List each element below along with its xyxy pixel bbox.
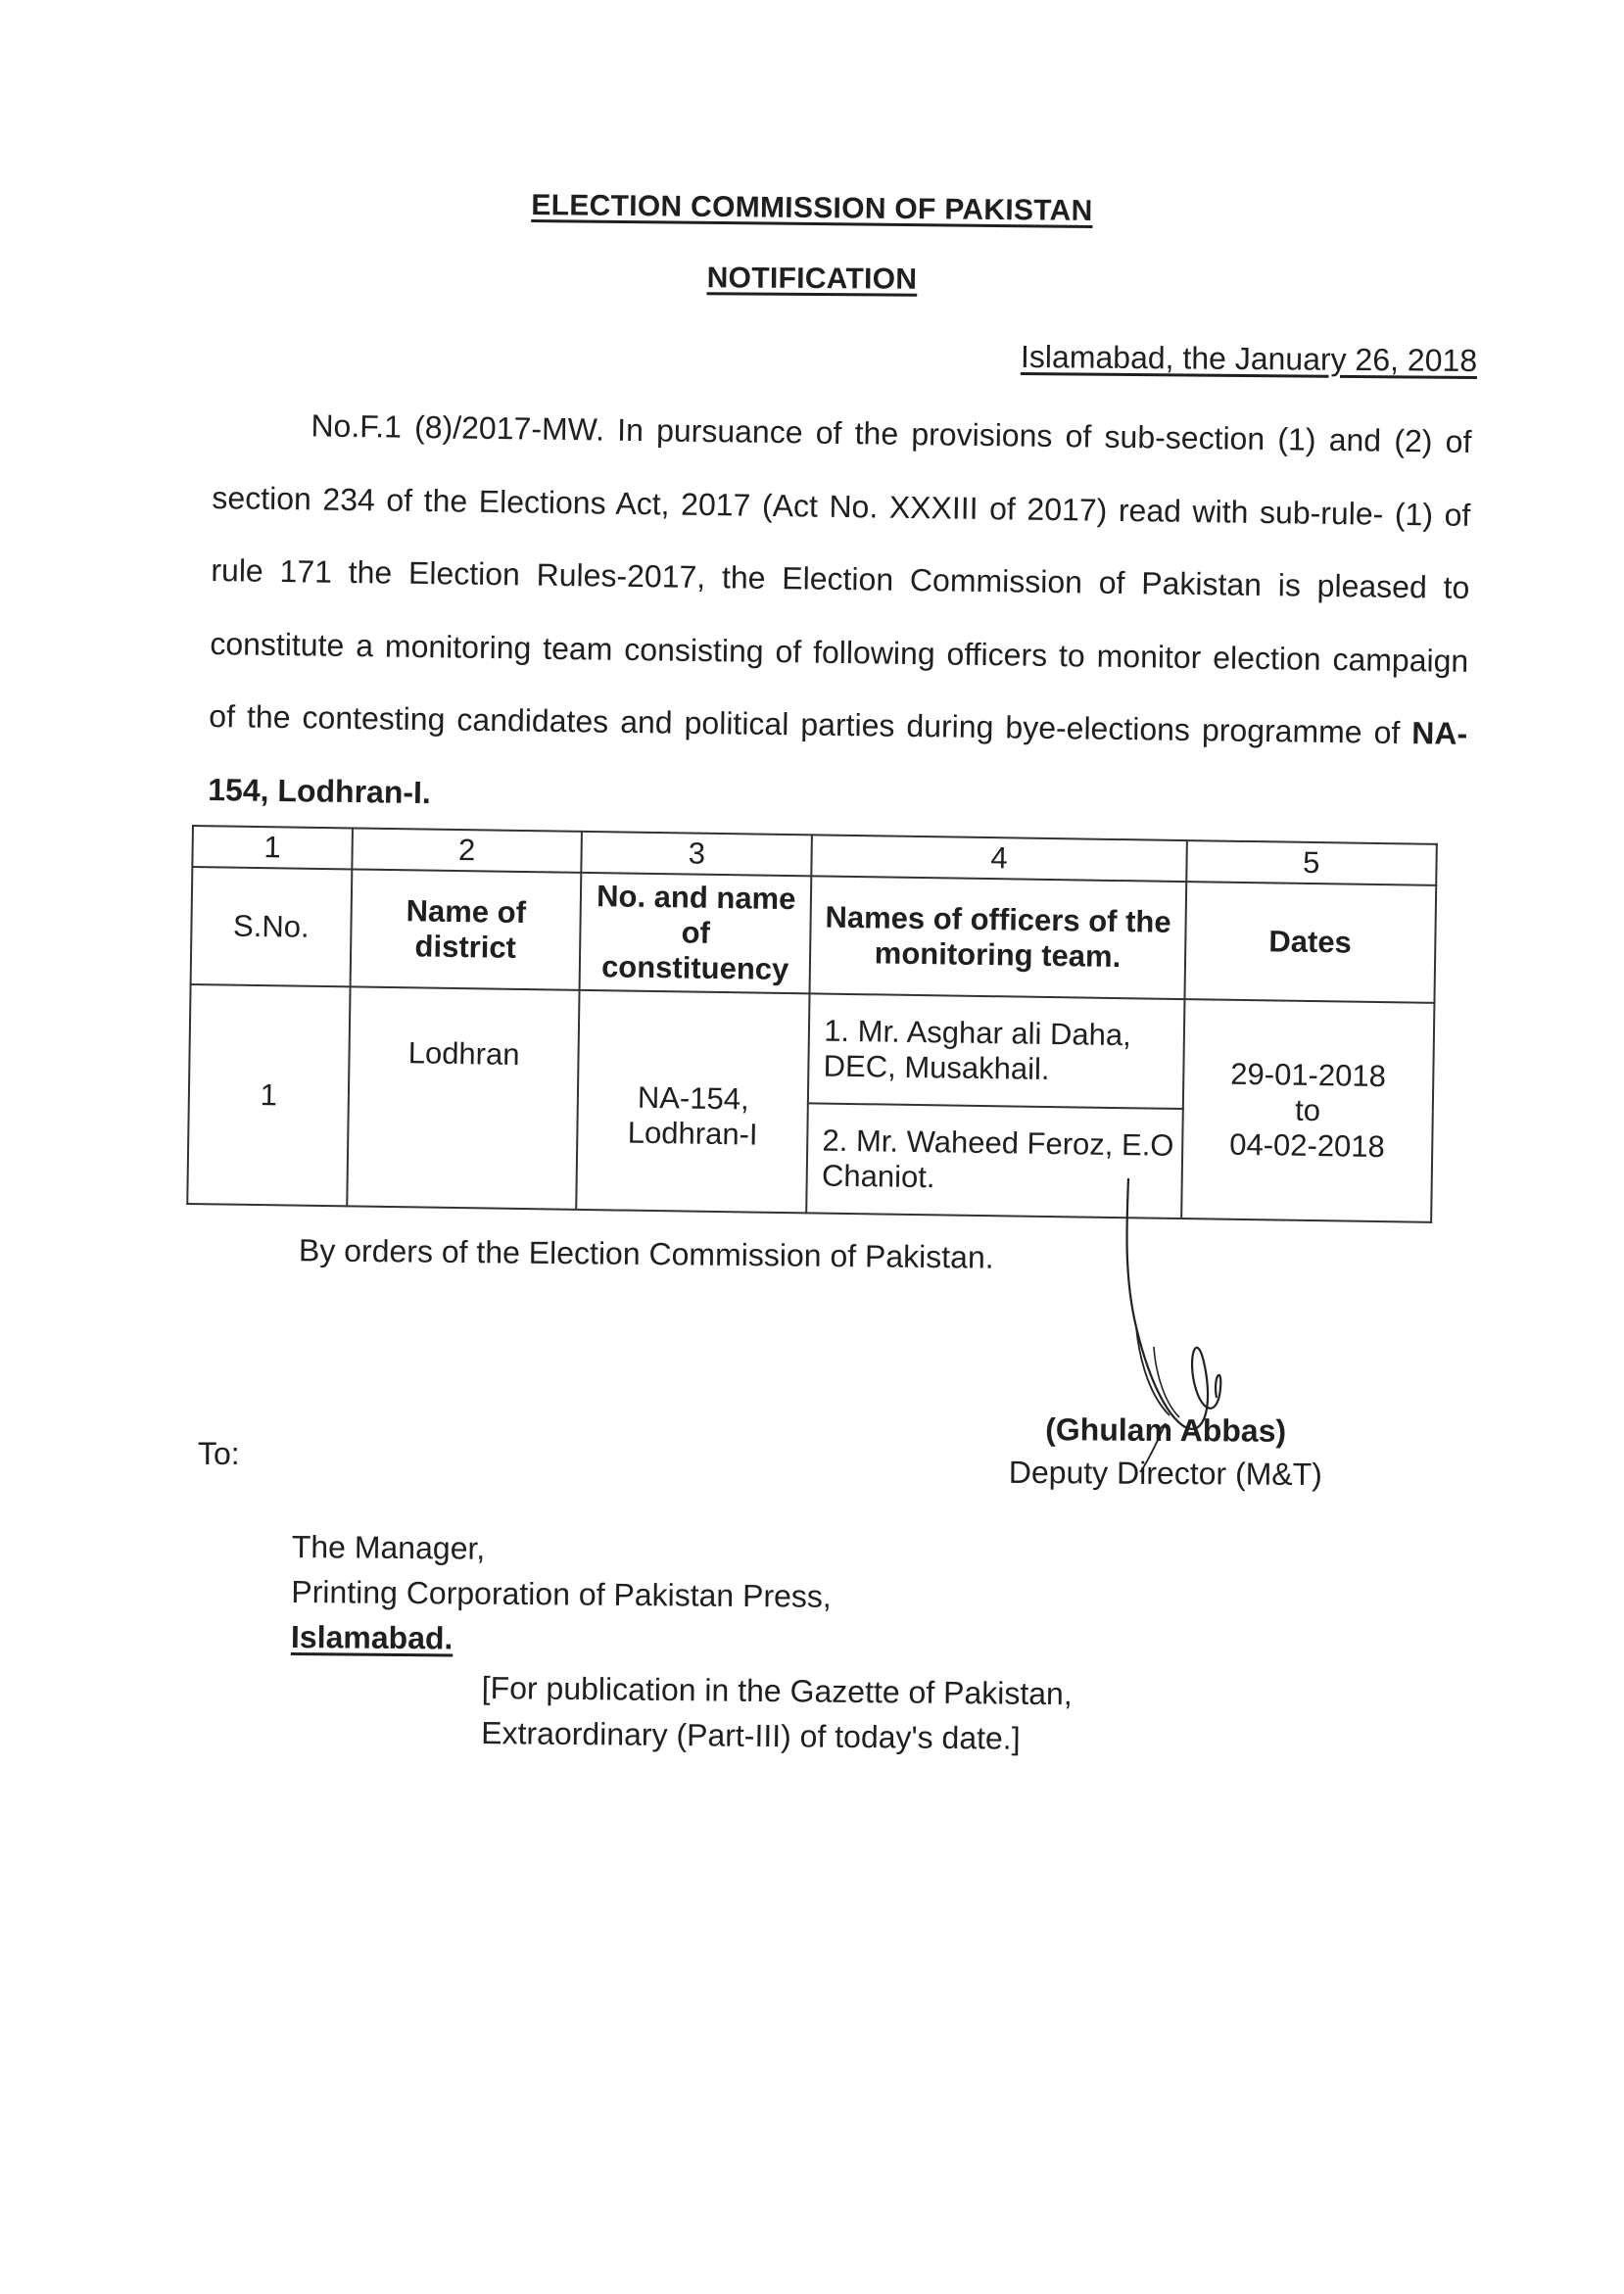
to-label: To: — [198, 1436, 240, 1471]
orders-line: By orders of the Election Commission of Pakistan. — [298, 1232, 994, 1275]
date-separator: to — [1294, 1092, 1321, 1128]
column-number: 5 — [1186, 840, 1437, 885]
signatory-block — [1009, 1408, 1323, 1496]
cell-district: Lodhran — [347, 986, 580, 1209]
publication-note — [481, 1665, 1073, 1761]
header-dates: Dates — [1184, 882, 1436, 1003]
signatory-name: (Ghulam Abbas) — [1045, 1411, 1287, 1449]
recipient-line: Printing Corporation of Pakistan Press, — [291, 1573, 832, 1614]
date-line: Islamabad, the January 26, 2018 — [1020, 338, 1478, 379]
header-sno: S.No. — [191, 867, 353, 986]
header-row — [191, 867, 1437, 1003]
date-from: 29-01-2018 — [1230, 1056, 1387, 1094]
table-row — [189, 984, 1435, 1113]
recipient-block — [291, 1524, 833, 1664]
notification-body — [208, 388, 1472, 843]
body-text: No.F.1 (8)/2017-MW. In pursuance of the provisions of sub-section (1) and (2) of section 234 of the Elections Act, 2017 (Act No. XXXIII of 2017) read with sub-rule- (1) of rule 171 the Election Rules-2017, the Election Commission of Pakistan is pleased to constitute a monitoring team consisting of following officers to monitor election campaign of the contesting candidates and political parties during bye-elections programme of — [209, 407, 1472, 751]
date-to: 04-02-2018 — [1228, 1126, 1386, 1165]
publication-line: Extraordinary (Part-III) of today's date.] — [481, 1714, 1021, 1756]
recipient-city: Islamabad. — [290, 1618, 454, 1656]
signatory-designation: Deputy Director (M&T) — [1008, 1454, 1323, 1493]
cell-constituency: NA-154, Lodhran-I — [577, 990, 810, 1213]
column-number: 3 — [582, 832, 812, 876]
column-number: 2 — [352, 828, 582, 872]
cell-officer-2: 2. Mr. Waheed Feroz, E.O Chaniot. — [806, 1103, 1182, 1219]
notification-heading: NOTIFICATION — [706, 262, 918, 296]
constituency-bold: NA-154, Lodhran-I. — [208, 715, 1468, 810]
recipient-line: The Manager, — [291, 1528, 486, 1566]
header-officers: Names of officers of the monitoring team. — [810, 876, 1186, 999]
cell-sno: 1 — [187, 984, 350, 1206]
column-number: 1 — [192, 826, 352, 869]
monitoring-team-table — [186, 825, 1438, 1223]
header-district: Name of district — [350, 869, 581, 989]
column-number: 4 — [812, 835, 1187, 882]
header-constituency: No. and name of constituency — [580, 873, 812, 993]
cell-officer-1: 1. Mr. Asghar ali Daha, DEC, Musakhail. — [808, 993, 1184, 1109]
publication-line: [For publication in the Gazette of Pakistan, — [481, 1669, 1073, 1712]
organization-heading: ELECTION COMMISSION OF PAKISTAN — [531, 188, 1093, 228]
monitoring-team-table-wrapper — [186, 825, 1438, 1223]
